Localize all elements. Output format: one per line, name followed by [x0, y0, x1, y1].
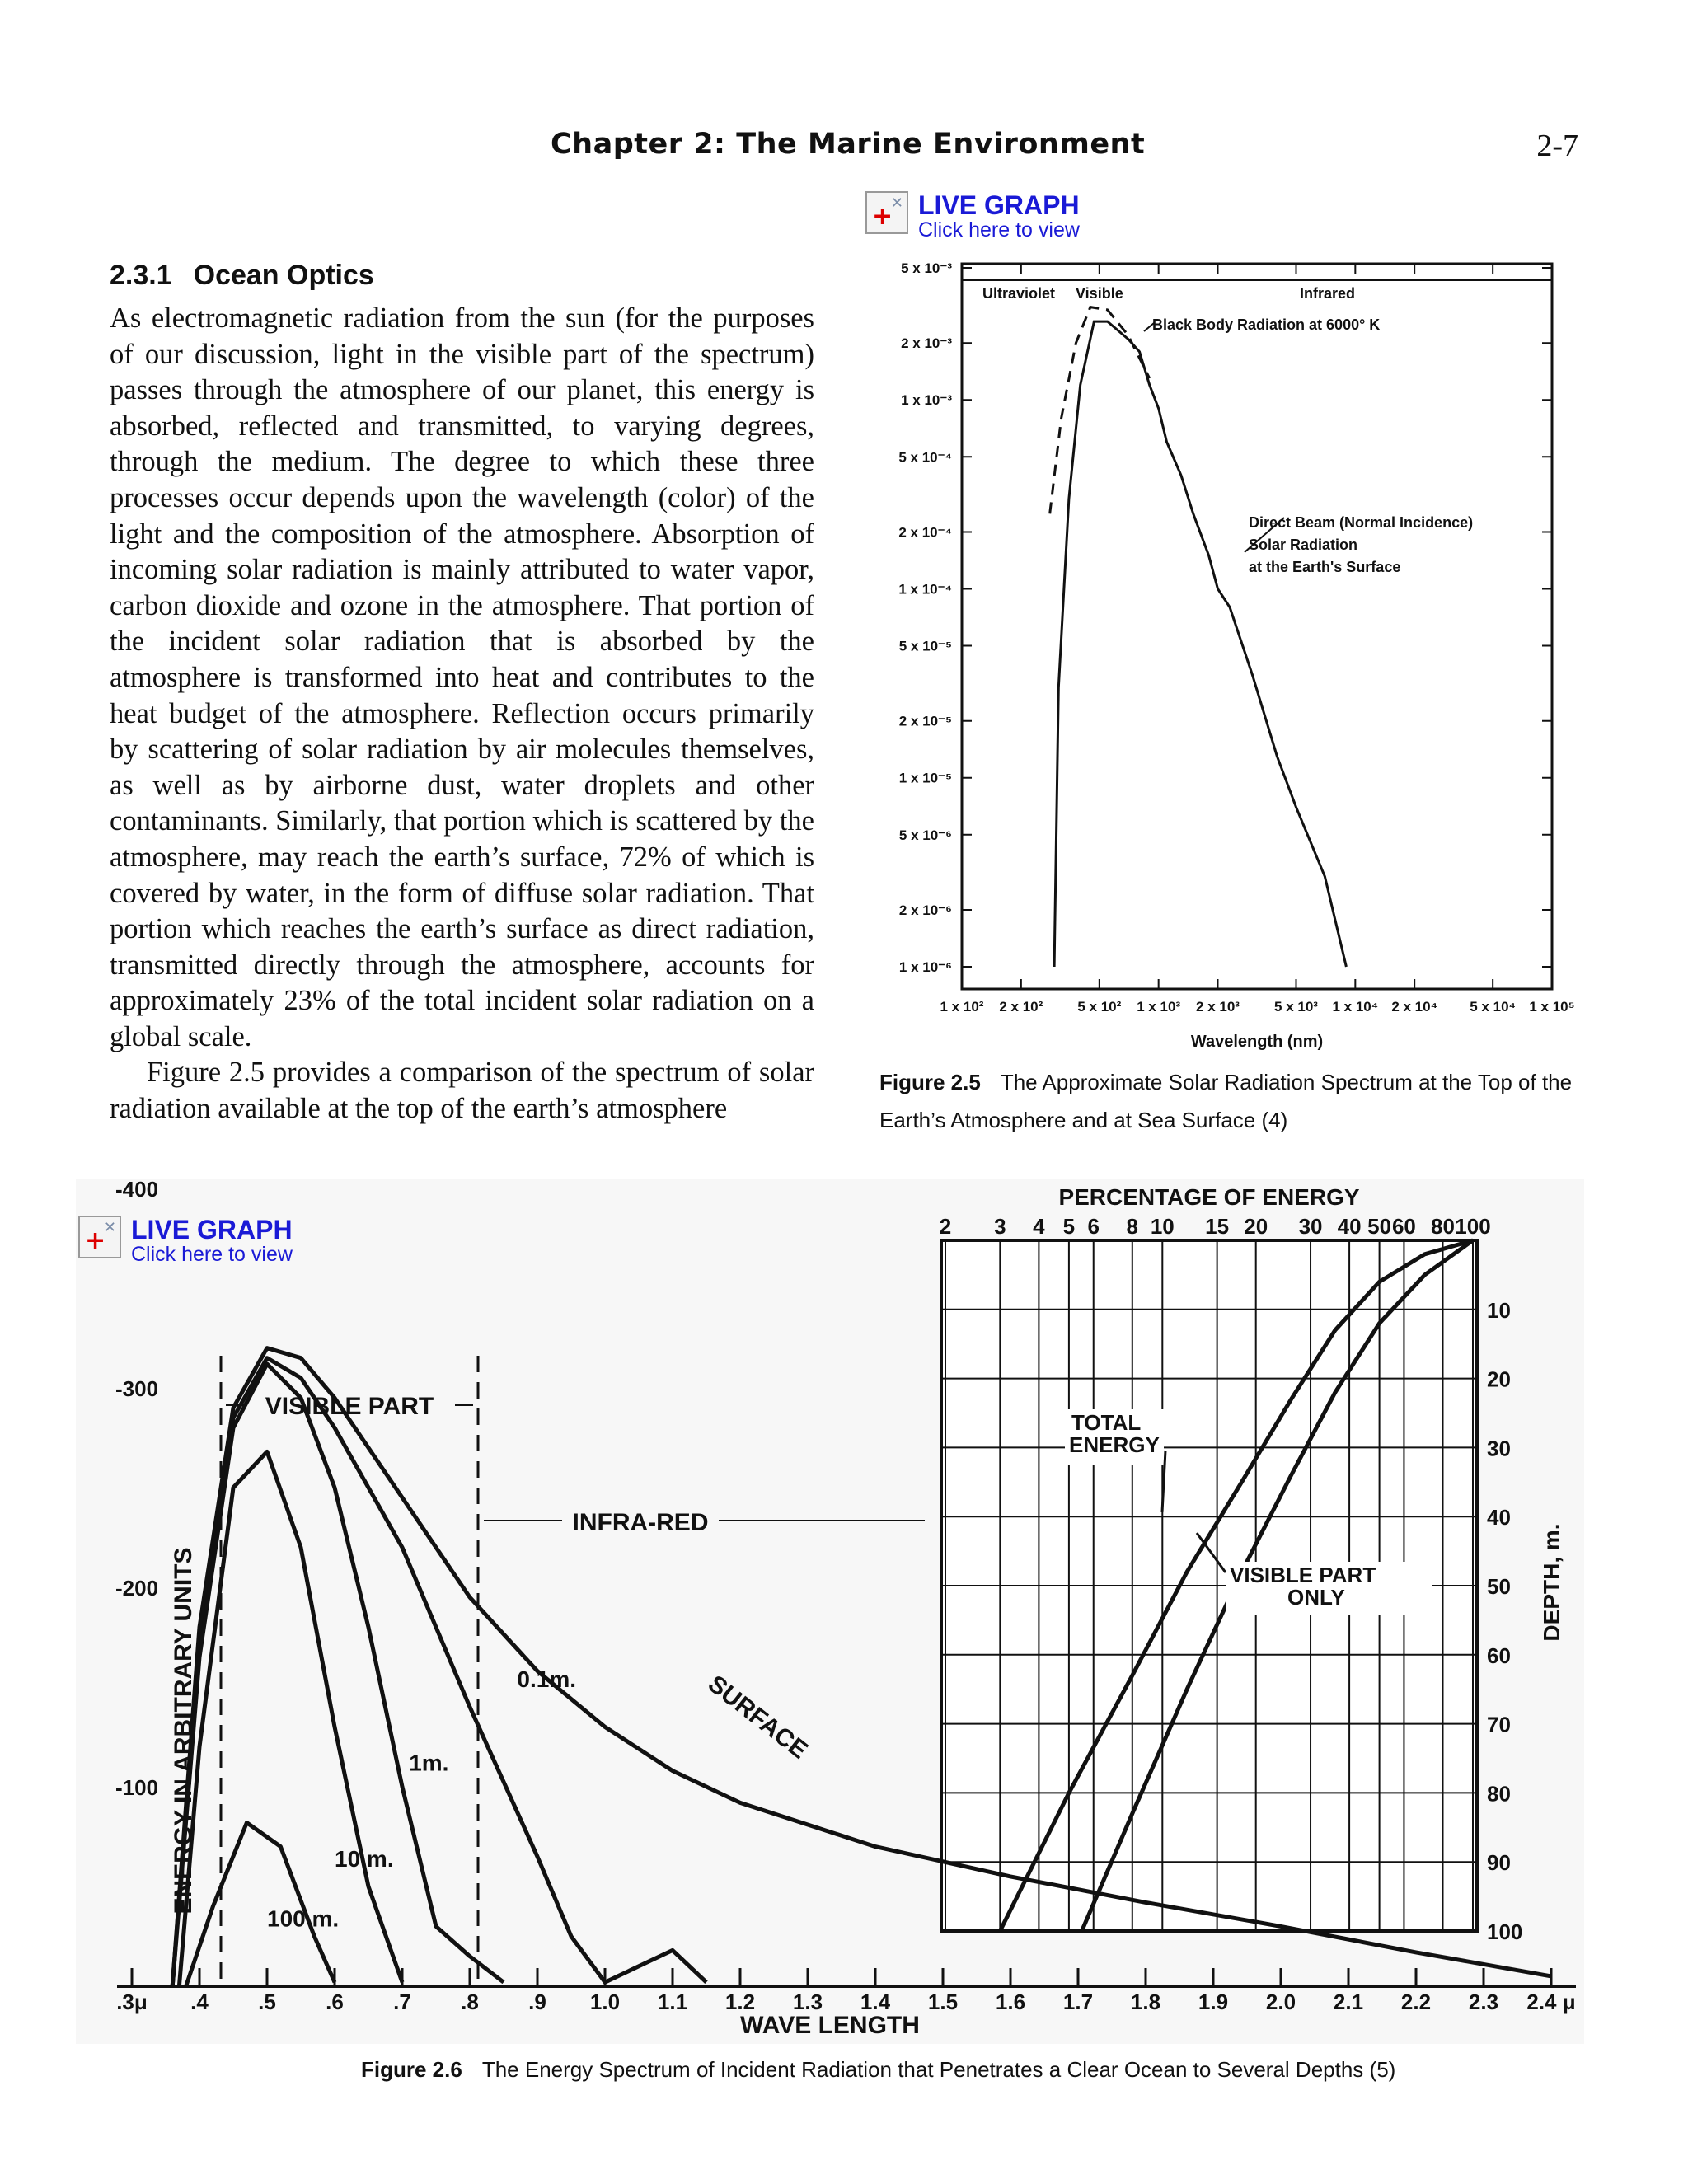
figure-2-6-caption-text: The Energy Spectrum of Incident Radiation that Penetrates a Clear Ocean to Several Depths (5): [481, 2057, 1396, 2082]
spectrum-y-tick-label: -200: [115, 1576, 159, 1601]
y-tick-label: 2 x 10⁻⁵: [898, 713, 952, 729]
figure-2-6-caption: [361, 2050, 1395, 2088]
depth-y-tick-label: 70: [1487, 1712, 1511, 1737]
paragraph-1: As electromagnetic radiation from the sun (for the purposes of our discussion, light in the visible part of the spectrum) passes through the atmosphere of our planet, this energy is absorbed, reflected and transmitted, to varying degrees, through the medium. The degree to which these three processes occur depends upon the wavelength (color) of the light and the composition of the atmosphere. Absorption of incoming solar radiation is mainly attributed to water vapor, carbon dioxide and ozone in the atmosphere. That portion of the incident solar radiation that is absorbed by the atmosphere is transformed into heat and contributes to the heat budget of the atmosphere. Reflection occurs primarily by scattering of solar radiation by air molecules themselves, as well as by airborne dust, water droplets and other contaminants. Similarly, that portion which is scattered by the atmosphere, may reach the earth’s surface, 72% of which is covered by water, in the form of diffuse solar radiation. That portion which reaches the earth’s surface as direct radiation, transmitted directly through the atmosphere, accounts for approximately 23% of the total incident solar radiation on a global scale.: [110, 302, 814, 1052]
spectrum-x-tick-label: .8: [461, 1990, 479, 2014]
spectrum-curve-label: SURFACE: [702, 1670, 813, 1765]
spectrum-x-tick-label: 1.4: [860, 1990, 891, 2014]
x-tick-label: 2 x 10²: [999, 999, 1043, 1015]
depth-x-tick-label: 10: [1150, 1214, 1175, 1239]
live-graph-subtitle[interactable]: Click here to view: [918, 218, 1080, 241]
band-infrared: Infrared: [1300, 285, 1356, 302]
spectrum-curve-label: 10 m.: [335, 1845, 394, 1872]
x-tick-label: 2 x 10³: [1196, 999, 1240, 1015]
depth-x-tick-label: 5: [1062, 1214, 1076, 1239]
spectrum-x-tick-label: 1.3: [792, 1990, 823, 2014]
spectrum-curve-label: 0.1m.: [517, 1666, 577, 1692]
section-title: Ocean Optics: [193, 260, 374, 291]
chapter-header: Chapter 2: The Marine Environment: [551, 128, 1146, 161]
depth-x-tick-label: 50: [1367, 1214, 1392, 1239]
spectrum-y-tick-label: -100: [115, 1775, 159, 1800]
page-number: 2-7: [1536, 129, 1578, 163]
spectrum-curve: [186, 1823, 335, 1986]
y-tick-label: 1 x 10⁻⁶: [898, 959, 952, 975]
spectrum-x-tick-label: 1.1: [657, 1990, 688, 2014]
depth-x-tick-label: 40: [1337, 1214, 1362, 1239]
spectrum-x-tick-label: 2.1: [1333, 1990, 1364, 2014]
visible-part-label: VISIBLE PART: [265, 1393, 434, 1420]
x-tick-label: 1 x 10²: [940, 999, 984, 1015]
broken-image-icon: + ✕: [865, 191, 908, 234]
depth-x-tick-label: 60: [1391, 1214, 1416, 1239]
figure-2-5-label: Figure 2.5: [879, 1070, 981, 1094]
depth-y-tick-label: 10: [1487, 1297, 1511, 1323]
spectrum-y-tick-label: -300: [115, 1376, 159, 1401]
spectrum-x-tick-label: 1.5: [927, 1990, 959, 2014]
spectrum-x-tick-label: 1.8: [1130, 1990, 1161, 2014]
figure-2-5-caption: [879, 1063, 1605, 1139]
live-graph-subtitle[interactable]: Click here to view: [131, 1243, 293, 1266]
depth-x-tick-label: 100: [1455, 1214, 1491, 1239]
spectrum-x-tick-label: .3μ: [116, 1990, 148, 2014]
spectrum-x-tick-label: .9: [528, 1990, 546, 2014]
spectrum-x-axis-title: WAVE LENGTH: [740, 2012, 920, 2039]
direct-beam-curve: [1054, 321, 1346, 967]
depth-y-tick-label: 30: [1487, 1436, 1511, 1461]
direct-beam-label-1: Direct Beam (Normal Incidence): [1249, 514, 1474, 531]
x-tick-label: 5 x 10²: [1077, 999, 1122, 1015]
y-tick-label: 5 x 10⁻⁵: [898, 638, 952, 654]
figure-2-6-chart: [76, 1179, 1584, 2044]
live-graph-title[interactable]: LIVE GRAPH: [918, 190, 1080, 220]
total-energy-label-2: ENERGY: [1069, 1432, 1160, 1457]
spectrum-x-tick-label: .5: [258, 1990, 276, 2014]
y-tick-label: 2 x 10⁻⁶: [898, 902, 952, 918]
depth-y-tick-label: 40: [1487, 1505, 1511, 1530]
infrared-label: INFRA-RED: [572, 1509, 709, 1536]
figure-2-5-chart: [857, 255, 1599, 1063]
depth-x-tick-label: 3: [994, 1214, 1006, 1239]
visible-only-label-1: VISIBLE PART: [1230, 1563, 1376, 1587]
live-graph-link-fig25[interactable]: [865, 191, 1080, 241]
x-tick-label: 1 x 10³: [1137, 999, 1181, 1015]
depth-chart-title: PERCENTAGE OF ENERGY: [1058, 1184, 1360, 1210]
visible-only-label-2: ONLY: [1287, 1585, 1345, 1610]
body-text: [110, 301, 814, 1127]
x-tick-label: 5 x 10³: [1274, 999, 1318, 1015]
broken-image-icon: + ✕: [78, 1216, 121, 1258]
spectrum-x-tick-label: .6: [326, 1990, 344, 2014]
live-graph-title[interactable]: LIVE GRAPH: [131, 1215, 293, 1244]
depth-x-tick-label: 15: [1205, 1214, 1230, 1239]
y-tick-label: 1 x 10⁻⁴: [898, 581, 952, 598]
x-axis-title: Wavelength (nm): [1190, 1033, 1324, 1051]
depth-x-tick-label: 4: [1033, 1214, 1045, 1239]
paragraph-2: Figure 2.5 provides a comparison of the spectrum of solar radiation available at the top of the earth’s atmosphere: [110, 1057, 814, 1125]
y-tick-label: 1 x 10⁻³: [901, 392, 952, 409]
band-ultraviolet: Ultraviolet: [982, 285, 1056, 302]
y-tick-label: 5 x 10⁻⁶: [898, 827, 952, 843]
spectrum-x-tick-label: 2.4 μ: [1526, 1990, 1576, 2014]
total-energy-label-1: TOTAL: [1071, 1410, 1142, 1435]
depth-x-tick-label: 20: [1244, 1214, 1268, 1239]
depth-y-tick-label: 80: [1487, 1781, 1511, 1807]
spectrum-x-tick-label: .4: [190, 1990, 209, 2014]
y-tick-label: 5 x 10⁻⁴: [898, 449, 952, 466]
depth-x-tick-label: 6: [1087, 1214, 1100, 1239]
spectrum-x-tick-label: .7: [393, 1990, 411, 2014]
spectrum-x-tick-label: 1.0: [589, 1990, 621, 2014]
depth-axis-title: DEPTH, m.: [1539, 1523, 1564, 1642]
blackbody-label: Black Body Radiation at 6000° K: [1152, 316, 1381, 333]
section-number: 2.3.1: [110, 260, 172, 291]
spectrum-curve: [172, 1358, 706, 1986]
depth-y-tick-label: 20: [1487, 1366, 1511, 1392]
plot-frame: [962, 264, 1552, 989]
spectrum-y-tick-label: -400: [115, 1179, 159, 1202]
spectrum-x-tick-label: 1.7: [1062, 1990, 1094, 2014]
spectrum-x-tick-label: 1.9: [1198, 1990, 1229, 2014]
depth-x-tick-label: 30: [1298, 1214, 1323, 1239]
spectrum-x-tick-label: 2.2: [1400, 1990, 1432, 2014]
spectrum-x-tick-label: 2.0: [1265, 1990, 1296, 2014]
y-tick-label: 1 x 10⁻⁵: [898, 770, 952, 786]
depth-y-tick-label: 100: [1487, 1919, 1523, 1944]
y-tick-label: 2 x 10⁻⁴: [898, 524, 952, 541]
x-tick-label: 1 x 10⁴: [1332, 999, 1379, 1015]
depth-y-tick-label: 60: [1487, 1643, 1511, 1668]
direct-beam-label-2: Solar Radiation: [1249, 537, 1358, 553]
x-tick-label: 5 x 10⁴: [1470, 999, 1516, 1015]
x-tick-label: 1 x 10⁵: [1529, 999, 1575, 1015]
depth-x-tick-label: 2: [939, 1214, 952, 1239]
spectrum-curve-label: 1m.: [409, 1750, 449, 1776]
depth-x-tick-label: 80: [1431, 1214, 1455, 1239]
blackbody-curve: [1050, 307, 1150, 514]
figure-2-6-label: Figure 2.6: [361, 2057, 462, 2082]
spectrum-curve-label: 100 m.: [267, 1905, 340, 1932]
y-tick-label: 2 x 10⁻³: [901, 335, 952, 352]
figure-2-5-caption-text: The Approximate Solar Radiation Spectrum at the Top of the Earth’s Atmosphere and at Sea Surface (4): [879, 1070, 1573, 1132]
depth-x-tick-label: 8: [1126, 1214, 1139, 1239]
depth-y-tick-label: 90: [1487, 1850, 1511, 1876]
band-visible: Visible: [1076, 285, 1123, 302]
spectrum-x-tick-label: 1.2: [724, 1990, 756, 2014]
x-tick-label: 2 x 10⁴: [1391, 999, 1438, 1015]
spectrum-x-tick-label: 1.6: [995, 1990, 1026, 2014]
spectrum-x-tick-label: 2.3: [1468, 1990, 1499, 2014]
depth-y-tick-label: 50: [1487, 1574, 1511, 1599]
y-tick-label: 5 x 10⁻³: [901, 260, 952, 276]
direct-beam-label-3: at the Earth's Surface: [1249, 559, 1401, 575]
spectrum-y-axis-title: ENERGY IN ARBITRARY UNITS: [170, 1547, 197, 1915]
section-heading: [110, 260, 396, 292]
